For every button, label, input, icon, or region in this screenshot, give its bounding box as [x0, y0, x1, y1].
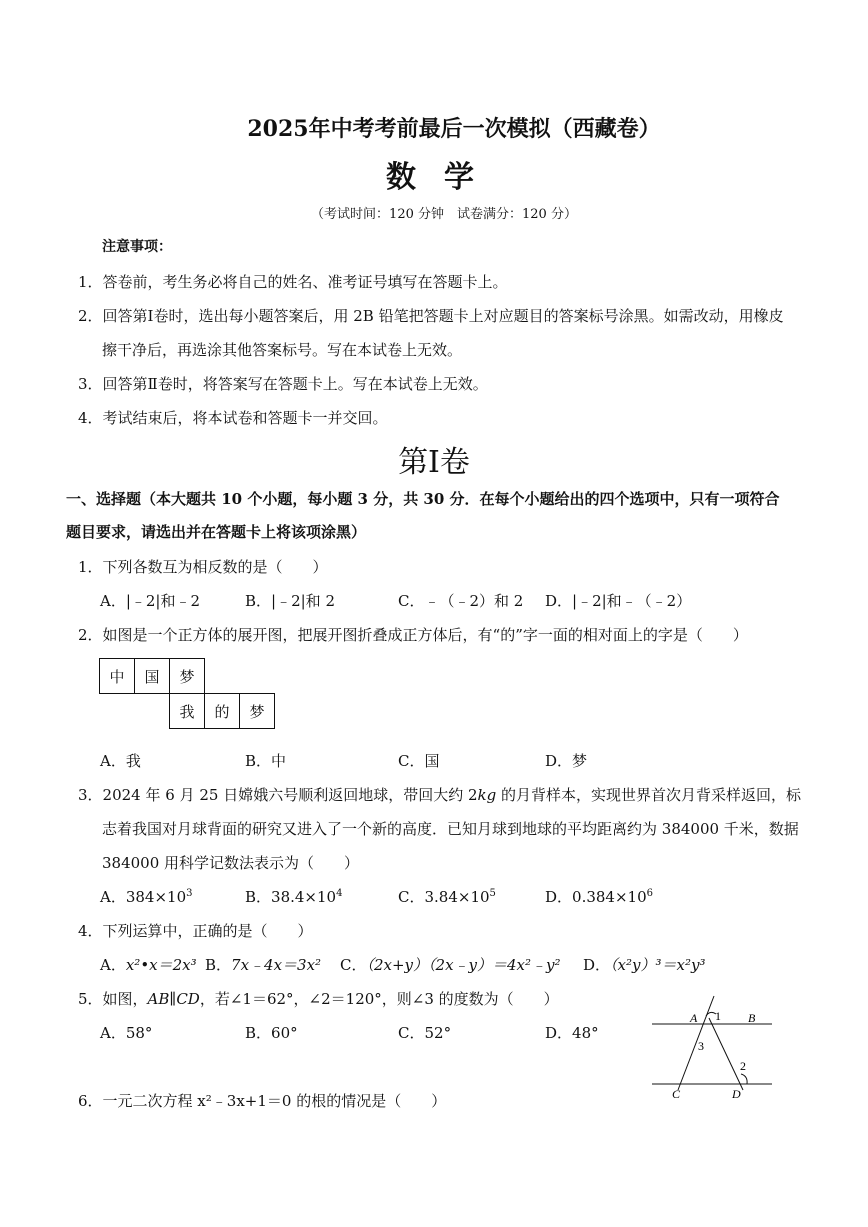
exponent: 4 — [336, 888, 343, 899]
q4-stem: 4．下列运算中，正确的是（ ） — [78, 922, 313, 940]
q3-unit: kg — [477, 786, 497, 804]
label-c: C — [672, 1087, 681, 1101]
q3-option-d — [545, 886, 653, 907]
q5-option-b: B．60° — [245, 1024, 298, 1042]
parallel-lines-figure — [648, 992, 788, 1102]
q4-option-c-label: C． — [340, 956, 367, 974]
section1-heading-cont: 题目要求，请选出并在答题卡上将该项涂黑） — [66, 523, 367, 541]
q3-stem-line3: 384000 用科学记数法表示为（ ） — [102, 854, 360, 872]
label-b: B — [748, 1011, 756, 1025]
exam-info: （考试时间：120 分钟 试卷满分：120 分） — [311, 207, 577, 222]
note-item-2-cont: 擦干净后，再选涂其他答案标号。写在本试卷上无效。 — [102, 341, 463, 359]
q3-option-c-text: C．3.84×10 — [398, 888, 490, 906]
label-angle-3: 3 — [698, 1039, 704, 1053]
q4-option-a-text: x²•x＝2x³ — [125, 956, 197, 974]
note-item-2: 2．回答第Ⅰ卷时，选出每小题答案后，用 2B 铅笔把答题卡上对应题目的答案标号涂黑。如需改动，用橡皮 — [78, 307, 784, 325]
segment-ad — [709, 1018, 743, 1090]
net-cell: 国 — [135, 659, 170, 694]
note-item-3: 3．回答第Ⅱ卷时，将答案写在答题卡上。写在本试卷上无效。 — [78, 375, 488, 393]
q4-option-c-text: （2x+y）（2x﹣y）＝4x²﹣y² — [366, 956, 561, 974]
q5-stem — [78, 988, 559, 1009]
label-a: A — [690, 1011, 698, 1025]
q3-option-b — [245, 886, 342, 907]
angle-2-arc — [741, 1074, 747, 1084]
q1-option-a: A．|﹣2|和﹣2 — [100, 592, 201, 610]
note-item-1: 1．答卷前，考生务必将自己的姓名、准考证号填写在答题卡上。 — [78, 273, 508, 291]
q5-text: 5．如图， — [78, 990, 148, 1008]
net-cell: 我 — [170, 694, 205, 729]
q2-option-d: D．梦 — [545, 752, 588, 770]
subject-title: 数学 — [386, 160, 502, 195]
q3-option-a-text: A．384×10 — [100, 888, 187, 906]
q3-stem-line2: 志着我国对月球背面的研究又进入了一个新的高度．已知月球到地球的平均距离约为 384000 千米，数据 — [102, 820, 799, 838]
q3-option-a — [100, 886, 193, 907]
q2-option-b: B．中 — [245, 752, 287, 770]
q2-option-a: A．我 — [100, 752, 141, 770]
volume-title: 第Ⅰ卷 — [398, 445, 470, 480]
q5-option-a: A．58° — [100, 1024, 153, 1042]
q5-parallel: AB∥CD — [147, 990, 200, 1008]
net-cell: 梦 — [240, 694, 275, 729]
net-cell: 中 — [100, 659, 135, 694]
q4-option-d-text: （x²y）³＝x²y³ — [610, 956, 706, 974]
q1-option-c: C．﹣（﹣2）和 2 — [398, 592, 524, 610]
net-empty-cell — [205, 659, 240, 694]
page-title: 2025年中考考前最后一次模拟（西藏卷） — [247, 116, 661, 142]
label-angle-2: 2 — [740, 1059, 746, 1073]
q4-option-a-label: A． — [100, 956, 126, 974]
q4-option-b-text: 7x﹣4x＝3x² — [231, 956, 322, 974]
q4-option-d-label: D． — [583, 956, 611, 974]
note-item-4: 4．考试结束后，将本试卷和答题卡一并交回。 — [78, 409, 388, 427]
q4-option-b — [205, 954, 321, 975]
q1-stem: 1．下列各数互为相反数的是（ ） — [78, 558, 328, 576]
q4-option-a — [100, 954, 197, 975]
net-empty-cell — [100, 694, 135, 729]
exponent: 5 — [489, 888, 496, 899]
net-cell: 梦 — [170, 659, 205, 694]
q4-option-d — [583, 954, 705, 975]
q5-option-c: C．52° — [398, 1024, 452, 1042]
q1-option-b: B．|﹣2|和 2 — [245, 592, 335, 610]
q3-option-c — [398, 886, 496, 907]
q3-option-d-text: D．0.384×10 — [545, 888, 647, 906]
q3-text: 3．2024 年 6 月 25 日嫦娥六号顺利返回地球，带回大约 2 — [78, 786, 478, 804]
q2-stem: 2．如图是一个正方体的展开图，把展开图折叠成正方体后，有“的”字一面的相对面上的字是（ ） — [78, 626, 748, 644]
label-d: D — [732, 1087, 741, 1101]
section1-heading: 一、选择题（本大题共 10 个小题，每小题 3 分，共 30 分．在每个小题给出的四个选项中，只有一项符合 — [66, 490, 780, 508]
q6-stem: 6．一元二次方程 x²﹣3x+1＝0 的根的情况是（ ） — [78, 1092, 447, 1110]
q3-option-b-text: B．38.4×10 — [245, 888, 337, 906]
label-angle-1: 1 — [715, 1009, 721, 1023]
q3-stem-line1 — [78, 784, 801, 805]
exponent: 3 — [186, 888, 193, 899]
q5-text: ，若∠1＝62°，∠2＝120°，则∠3 的度数为（ ） — [199, 990, 559, 1008]
net-empty-cell — [240, 659, 275, 694]
q2-option-c: C．国 — [398, 752, 440, 770]
exponent: 6 — [646, 888, 653, 899]
q3-text: 的月背样本，实现世界首次月背采样返回，标 — [496, 786, 801, 804]
cube-net-figure — [99, 658, 275, 729]
net-empty-cell — [135, 694, 170, 729]
q1-option-d: D．|﹣2|和﹣（﹣2） — [545, 592, 692, 610]
q4-option-b-label: B． — [205, 956, 232, 974]
notes-heading: 注意事项： — [102, 239, 172, 255]
q4-option-c — [340, 954, 561, 975]
net-cell: 的 — [205, 694, 240, 729]
q5-option-d: D．48° — [545, 1024, 599, 1042]
